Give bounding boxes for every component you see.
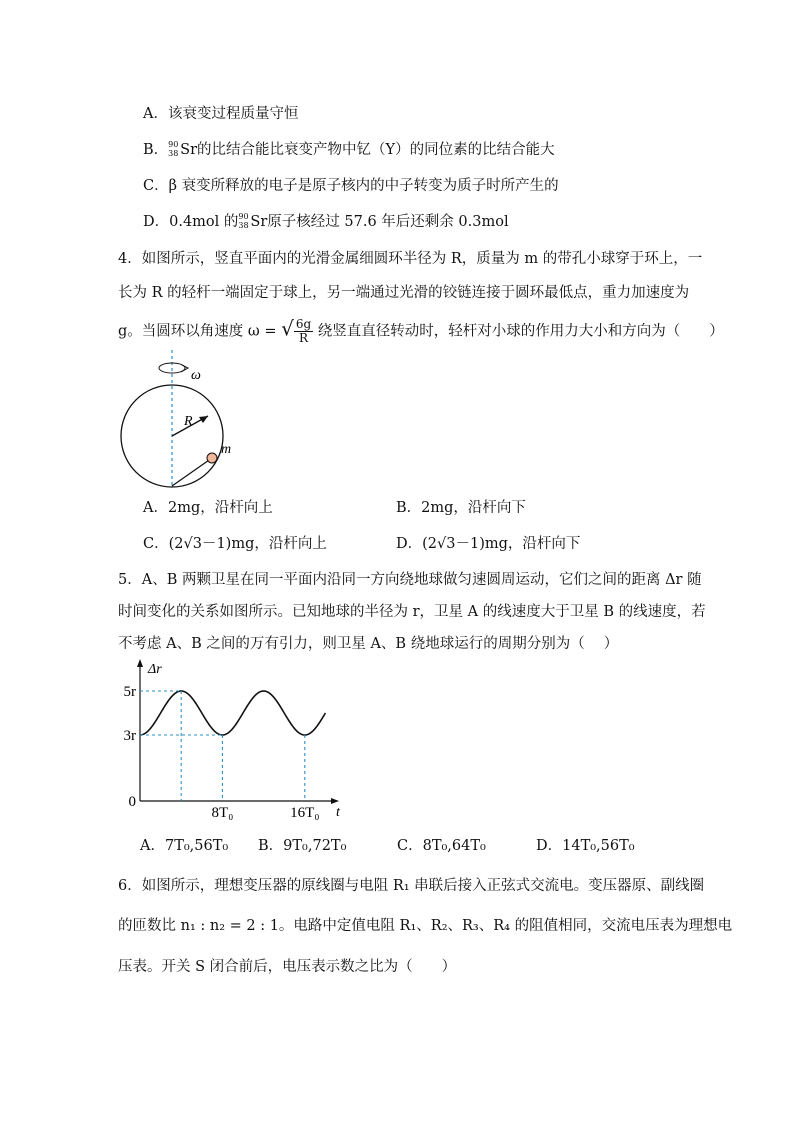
q6-line-2: 的匝数比 n₁ : n₂ = 2 : 1。电路中定值电阻 R₁、R₂、R₃、R₄ 的阻值相同，交流电压表为理想电 [118,918,733,934]
q4-line-3-suffix: 绕竖直直径转动时，轻杆对小球的作用力大小和方向为（ ） [317,323,724,340]
sr-isotope: 90 38 [238,212,249,230]
q3-option-d-text: 原子核经过 57.6 年后还剩余 0.3mol [267,214,509,230]
q4-line-3 [118,318,724,345]
q3-option-b-text: 的比结合能比衰变产物中钇（Y）的同位素的比结合能大 [197,142,555,158]
sqrt-expression: √ $\frac{6g}{R}$ [281,316,312,345]
y-tick-label: 5r [123,684,136,700]
radius-label: R [184,414,193,429]
q5-option-b: B．9T₀,72T₀ [258,838,347,854]
frac-numerator: 6g [295,317,312,331]
y-tick-label: 3r [123,728,136,744]
q6-line-3: 压表。开关 S 闭合前后，电压表示数之比为（ ） [118,959,457,975]
small-ball [207,453,217,463]
series-line-delta-r [140,691,325,735]
q4-option-d: D．(2√3－1)mg，沿杆向下 [396,536,581,552]
q4-line-2: 长为 R 的轻杆一端固定于球上，另一端通过光滑的铰链连接于圆环最低点，重力加速度为 [118,285,690,301]
q5-option-d: D．14T₀,56T₀ [536,838,635,854]
q4-line-3-prefix: g。当圆环以角速度 ω = [118,323,277,340]
q5-line-2: 时间变化的关系如图所示。已知地球的半径为 r，卫星 A 的线速度大于卫星 B 的线速度，若 [118,604,706,620]
delta-r-chart [110,656,360,826]
radius-arrowhead [199,416,208,423]
element-symbol: Sr [250,214,268,230]
y-axis-arrowhead [137,659,143,667]
q4-line-1: 4．如图所示，竖直平面内的光滑金属细圆环半径为 R，质量为 m 的带孔小球穿于环上，一 [118,251,703,267]
q3-option-b [143,140,555,160]
q5-line-1: 5．A、B 两颗卫星在同一平面内沿同一方向绕地球做匀速圆周运动，它们之间的距离 Δr 随 [118,572,702,588]
y-tick-label: 0 [128,794,136,810]
x-axis-label: t [336,805,340,820]
q3-option-c: C．β 衰变所释放的电子是原子核内的中子转变为质子时所产生的 [143,178,559,194]
sr-isotope: 90 38 [168,140,179,158]
q5-option-c: C．8T₀,64T₀ [397,838,486,854]
x-tick-label: 8T₀ [211,805,234,821]
q3-option-a: A．该衰变过程质量守恒 [143,106,299,122]
x-tick-label: 16T₀ [290,805,320,821]
q4-option-b: B．2mg，沿杆向下 [396,500,526,516]
frac-denominator: R [298,331,309,345]
ring-figure [112,346,242,491]
omega-label: ω [191,368,201,383]
element-symbol: Sr [180,142,198,158]
q3-option-b-prefix: B． [143,142,169,158]
q3-option-d-prefix: D．0.4mol 的 [143,214,239,230]
q4-option-a: A．2mg，沿杆向上 [143,500,273,516]
q5-option-a: A．7T₀,56T₀ [140,838,229,854]
q3-option-d [143,212,509,232]
q6-line-1: 6．如图所示，理想变压器的原线圈与电阻 R₁ 串联后接入正弦式交流电。变压器原、副线圈 [118,878,705,894]
q5-line-3: 不考虑 A、B 之间的万有引力，则卫星 A、B 绕地球运行的周期分别为（ ） [118,636,619,652]
x-axis-arrowhead [331,798,339,804]
mass-label: m [221,442,232,457]
y-axis-label: Δr [148,662,162,677]
q4-option-c: C．(2√3－1)mg，沿杆向上 [143,536,327,552]
light-rod [172,458,212,486]
